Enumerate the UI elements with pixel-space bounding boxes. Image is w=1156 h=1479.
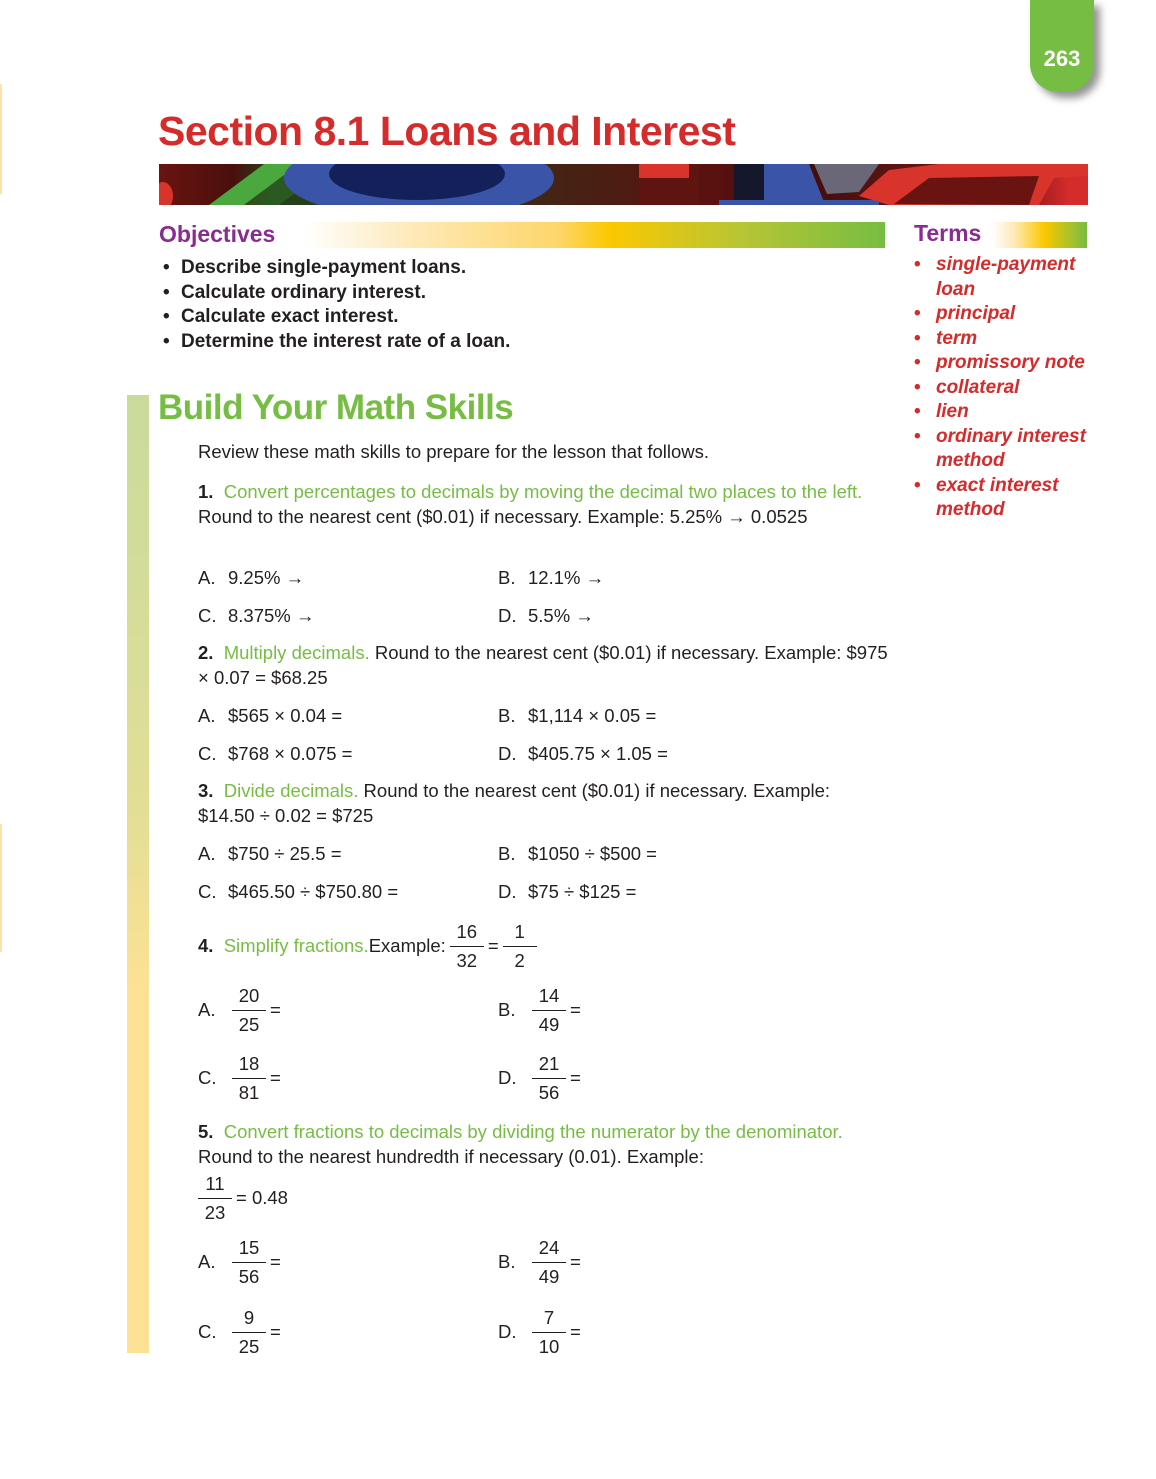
problem-4-instructions: 4. Simplify fractions. Example: $\frac{16}{32}$ = $\frac{1}{2}$ (198, 914, 541, 978)
build-skills-side-bar (127, 395, 149, 1353)
build-skills-heading: Build Your Math Skills (158, 388, 514, 427)
numbers-3d-illustration (159, 164, 1088, 205)
skill-name: Convert fractions to decimals by dividing the numerator by the denominator. (223, 1121, 843, 1142)
skill-name: Multiply decimals. (223, 642, 370, 663)
bullet-icon: • (914, 474, 921, 496)
skill-name: Simplify fractions. (223, 934, 369, 956)
exercise-item: B. 12.1% → (498, 567, 605, 588)
page-number: 263 (1043, 46, 1081, 71)
exercise-item: D. $405.75 × 1.05 = (498, 743, 668, 764)
term-item: • single-payment loan (914, 254, 1076, 300)
bullet-icon: • (163, 257, 170, 278)
term-item: • collateral (914, 376, 1094, 401)
intro-text: Review these math skills to prepare for the lesson that follows. (198, 441, 710, 462)
problem-2-row-2 (198, 742, 888, 772)
exercise-item: A. 9.25% → (198, 567, 305, 588)
exercise-item: C. $\frac{9}{25}$ = (198, 1306, 281, 1357)
bullet-icon: • (914, 327, 921, 349)
skill-name: Divide decimals. (223, 780, 359, 801)
objective-item: • Calculate exact interest. (163, 305, 510, 330)
terms-list (914, 253, 1094, 523)
bullet-icon: • (914, 425, 921, 447)
exercise-item: C. $465.50 ÷ $750.80 = (198, 881, 399, 902)
exercise-item: C. 8.375% → (198, 605, 315, 626)
bullet-icon: • (163, 330, 170, 352)
objective-item: • Describe single-payment loans. (163, 256, 510, 281)
objective-item: • Calculate ordinary interest. (163, 281, 510, 306)
objective-item: • Determine the interest rate of a loan. (163, 330, 510, 355)
bullet-icon: • (914, 352, 921, 373)
bullet-icon: • (163, 281, 170, 303)
bullet-icon: • (914, 376, 921, 398)
page-edge-mark (0, 824, 2, 952)
page-edge-mark (0, 84, 2, 194)
term-item: • principal (914, 302, 1094, 327)
exercise-item: B. $\frac{24}{49}$ = (498, 1236, 581, 1287)
problem-4-row-1 (198, 978, 888, 1042)
term-item: • term (914, 327, 1094, 352)
problem-2-instructions: 2. Multiply decimals. Round to the nearest cent ($0.01) if necessary. Example: $975 × 0.07 = $68.25 (198, 642, 888, 688)
objectives-header-bar (159, 222, 885, 248)
exercise-item: D. $\frac{7}{10}$ = (498, 1306, 581, 1357)
exercise-item: B. $\frac{14}{49}$ = (498, 984, 581, 1035)
exercise-item: D. $\frac{21}{56}$ = (498, 1052, 581, 1103)
skill-name: Convert percentages to decimals by moving the decimal two places to the left. (223, 481, 863, 502)
exercise-item: C. $768 × 0.075 = (198, 743, 353, 764)
problem-1-instructions: 1. Convert percentages to decimals by moving the decimal two places to the left. Round to the nearest cent ($0.01) if necessary. Example: 5.25% → 0.0525 (198, 481, 863, 527)
problem-5-row-2 (198, 1300, 888, 1364)
problem-3-row-2 (198, 880, 888, 910)
section-banner-image (159, 164, 1088, 205)
exercise-item: C. $\frac{18}{81}$ = (198, 1052, 281, 1103)
bullet-icon: • (914, 254, 921, 275)
objectives-list (163, 256, 510, 354)
exercise-item: D. 5.5% → (498, 605, 594, 626)
section-title: Section 8.1 Loans and Interest (158, 108, 736, 154)
problem-1-row-1 (198, 566, 888, 596)
term-item: • exact interest method (914, 474, 1059, 520)
bullet-icon: • (914, 401, 921, 422)
page-number-tab (1030, 0, 1094, 92)
problem-1-row-2 (198, 604, 888, 634)
problem-3-row-1 (198, 842, 888, 872)
problem-5-instructions: 5. Convert fractions to decimals by dividing the numerator by the denominator. Round to the nearest hundredth if necessary (0.01). Example: (198, 1121, 843, 1167)
term-item: • lien (914, 400, 1094, 425)
exercise-item: D. $75 ÷ $125 = (498, 881, 637, 902)
terms-heading: Terms (914, 220, 982, 246)
exercise-item: A. $565 × 0.04 = (198, 705, 343, 726)
exercise-item: A. $\frac{20}{25}$ = (198, 984, 281, 1035)
bullet-icon: • (163, 306, 170, 327)
problem-4-row-2 (198, 1046, 888, 1110)
exercise-item: A. $750 ÷ 25.5 = (198, 843, 342, 864)
example-fraction: $\frac{11}{23}$ (198, 1170, 232, 1227)
term-item: • promissory note (914, 351, 1094, 376)
problem-5-example: $\frac{11}{23}$ = 0.48 (198, 1166, 288, 1230)
problem-5-row-1 (198, 1230, 888, 1294)
exercise-item: B. $1050 ÷ $500 = (498, 843, 657, 864)
objectives-heading: Objectives (159, 221, 276, 247)
problem-3-instructions: 3. Divide decimals. Round to the nearest cent ($0.01) if necessary. Example: $14.50 ÷ 0.02 = $725 (198, 780, 831, 826)
bullet-icon: • (914, 303, 921, 324)
example-fraction: $\frac{1}{2}$ (503, 918, 537, 975)
terms-header-bar (914, 222, 1087, 248)
term-item: • ordinary interest method (914, 425, 1086, 471)
exercise-item: A. $\frac{15}{56}$ = (198, 1236, 281, 1287)
exercise-item: B. $1,114 × 0.05 = (498, 705, 657, 726)
example-fraction: $\frac{16}{32}$ (450, 918, 484, 975)
problem-2-row-1 (198, 704, 888, 734)
